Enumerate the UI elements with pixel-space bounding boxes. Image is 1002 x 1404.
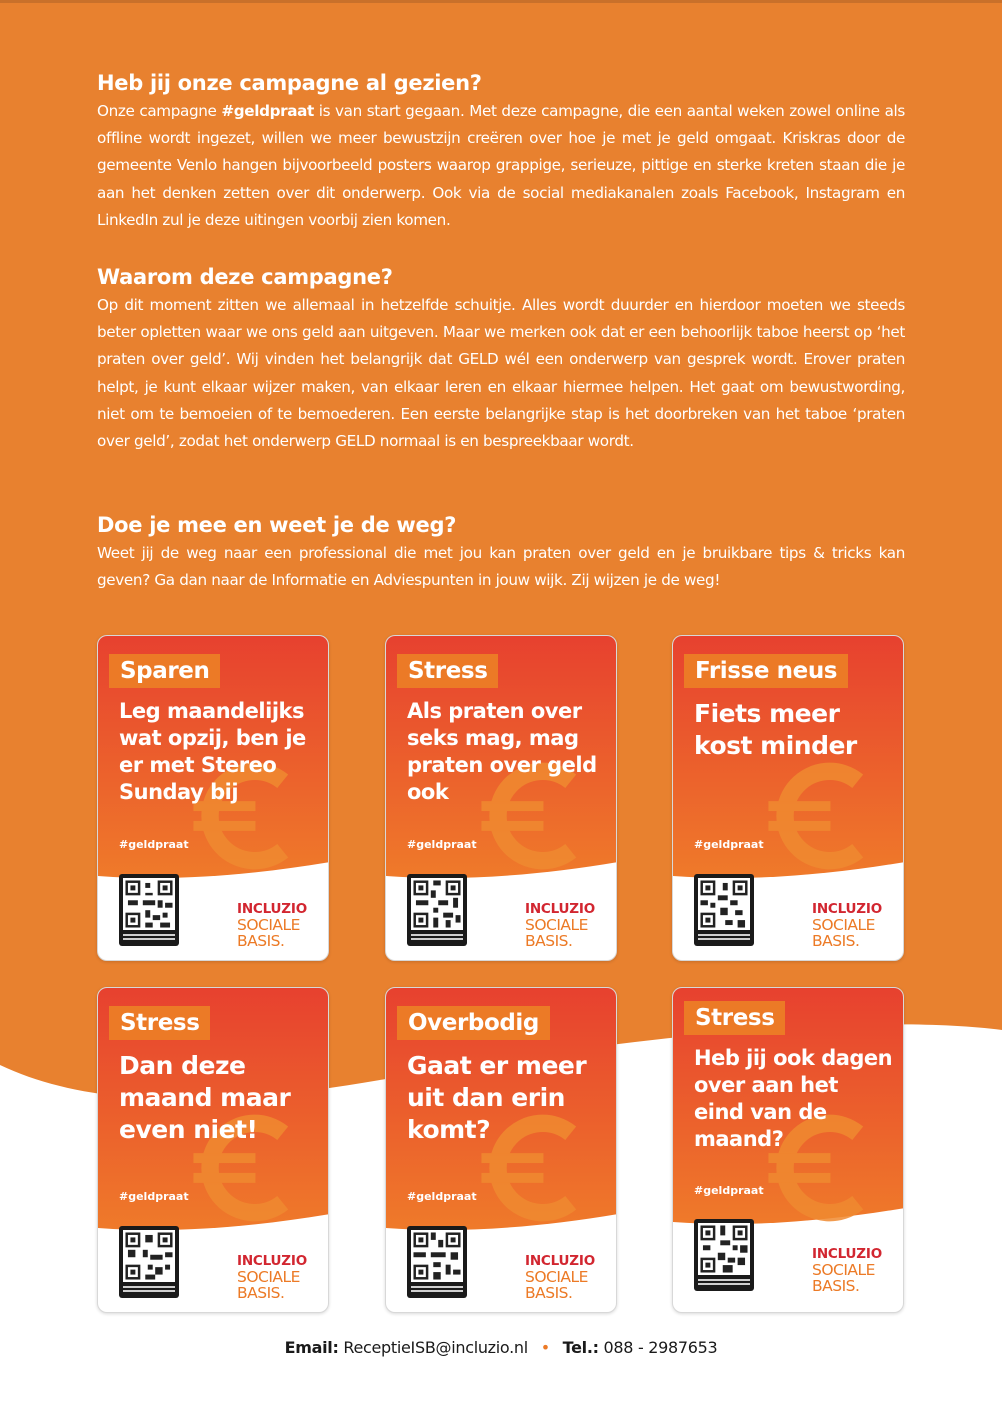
email-link[interactable]: ReceptieISB@incluzio.nl bbox=[343, 1338, 528, 1357]
section-join bbox=[97, 512, 905, 594]
incluzio-logo: INCLUZIO SOCIALE BASIS. bbox=[237, 1253, 308, 1302]
section-why bbox=[97, 264, 905, 455]
poster-slogan: Gaat er meer uit dan erin komt? bbox=[407, 1051, 587, 1144]
poster-hashtag: #geldpraat bbox=[407, 1190, 477, 1203]
section-campaign bbox=[97, 70, 905, 234]
contact-footer bbox=[0, 1338, 1002, 1357]
qr-code-icon bbox=[123, 1230, 175, 1282]
qr-code bbox=[119, 874, 179, 946]
poster-slogan: Fiets meer kost minder bbox=[694, 699, 857, 760]
poster-slogan: Dan deze maand maar even niet! bbox=[119, 1051, 291, 1144]
incluzio-logo: INCLUZIO SOCIALE BASIS. bbox=[812, 901, 883, 950]
poster-stress bbox=[97, 987, 329, 1313]
poster-category: Sparen bbox=[109, 654, 220, 688]
poster-hashtag: #geldpraat bbox=[119, 1190, 189, 1203]
poster-sparen bbox=[97, 635, 329, 961]
separator-dot: • bbox=[540, 1338, 550, 1357]
poster-category: Frisse neus bbox=[684, 654, 848, 688]
qr-code bbox=[694, 1219, 754, 1291]
poster-slogan: Als praten over seks mag, mag praten over geld ook bbox=[407, 699, 597, 804]
poster-hashtag: #geldpraat bbox=[119, 838, 189, 851]
poster-category: Stress bbox=[684, 1001, 785, 1035]
qr-code-icon bbox=[411, 878, 463, 930]
phone-label: Tel.: bbox=[562, 1338, 599, 1357]
section-body: Onze campagne #geldpraat is van start gegaan. Met deze campagne, die een aantal weken zowel online als offline wordt ingezet, willen we meer bewustzijn creëren over hoe je met je geld omgaat. Kriskras door de gemeente Venlo hangen bijvoorbeeld posters waarop grappige, serieuze, pittige en sterke kreten staan die je aan het denken zetten over dit onderwerp. Ook via de social mediakanalen zoals Facebook, Instagram en LinkedIn zul je deze uitingen voorbij zien komen. bbox=[97, 102, 905, 229]
poster-stress bbox=[385, 635, 617, 961]
poster-hashtag: #geldpraat bbox=[407, 838, 477, 851]
qr-code-icon bbox=[698, 878, 750, 930]
poster-category: Overbodig bbox=[397, 1006, 550, 1040]
hashtag-bold: #geldpraat bbox=[221, 102, 314, 120]
qr-code bbox=[694, 874, 754, 946]
poster-hashtag: #geldpraat bbox=[694, 838, 764, 851]
poster-hashtag: #geldpraat bbox=[694, 1184, 764, 1197]
poster-slogan: Leg maandelijks wat opzij, ben je er met Stereo Sunday bij bbox=[119, 699, 306, 804]
qr-code-icon bbox=[698, 1223, 750, 1275]
poster-slogan: Heb jij ook dagen over aan het eind van de maand? bbox=[694, 1046, 893, 1151]
qr-code bbox=[119, 1226, 179, 1298]
section-title: Waarom deze campagne? bbox=[97, 265, 393, 289]
euro-icon bbox=[761, 754, 885, 878]
qr-code bbox=[407, 874, 467, 946]
incluzio-logo: INCLUZIO SOCIALE BASIS. bbox=[237, 901, 308, 950]
section-body: Op dit moment zitten we allemaal in hetzelfde schuitje. Alles wordt duurder en hierdoor moeten we steeds beter opletten waar we ons geld aan uitgeven. Maar we merken ook dat er een behoorlijk taboe heerst op ‘het praten over geld’. Wij vinden het belangrijk dat GELD wél een onderwerp van gesprek wordt. Erover praten helpt, je kunt elkaar wijzer maken, van elkaar leren en elkaar hiermee helpen. Het gaat om bewustwording, niet om te bemoeien of te bemoederen. Een eerste belangrijke stap is het doorbreken van het taboe ‘praten over geld’, zodat het onderwerp GELD normaal is en bespreekbaar wordt. bbox=[97, 296, 905, 451]
qr-code-icon bbox=[411, 1230, 463, 1282]
qr-code-icon bbox=[123, 878, 175, 930]
qr-code bbox=[407, 1226, 467, 1298]
poster-stress bbox=[672, 987, 904, 1313]
incluzio-logo: INCLUZIO SOCIALE BASIS. bbox=[525, 1253, 596, 1302]
poster-category: Stress bbox=[397, 654, 498, 688]
poster-frisse-neus bbox=[672, 635, 904, 961]
phone-number[interactable]: 088 - 2987653 bbox=[603, 1338, 718, 1357]
incluzio-logo: INCLUZIO SOCIALE BASIS. bbox=[525, 901, 596, 950]
section-body: Weet jij de weg naar een professional die met jou kan praten over geld en je bruikbare tips & tricks kan geven? Ga dan naar de Informatie en Adviespunten in jouw wijk. Zij wijzen je de weg! bbox=[97, 544, 905, 590]
section-title: Doe je mee en weet je de weg? bbox=[97, 513, 457, 537]
incluzio-logo: INCLUZIO SOCIALE BASIS. bbox=[812, 1246, 883, 1295]
email-label: Email: bbox=[284, 1338, 339, 1357]
poster-overbodig bbox=[385, 987, 617, 1313]
poster-category: Stress bbox=[109, 1006, 210, 1040]
section-title: Heb jij onze campagne al gezien? bbox=[97, 71, 482, 95]
